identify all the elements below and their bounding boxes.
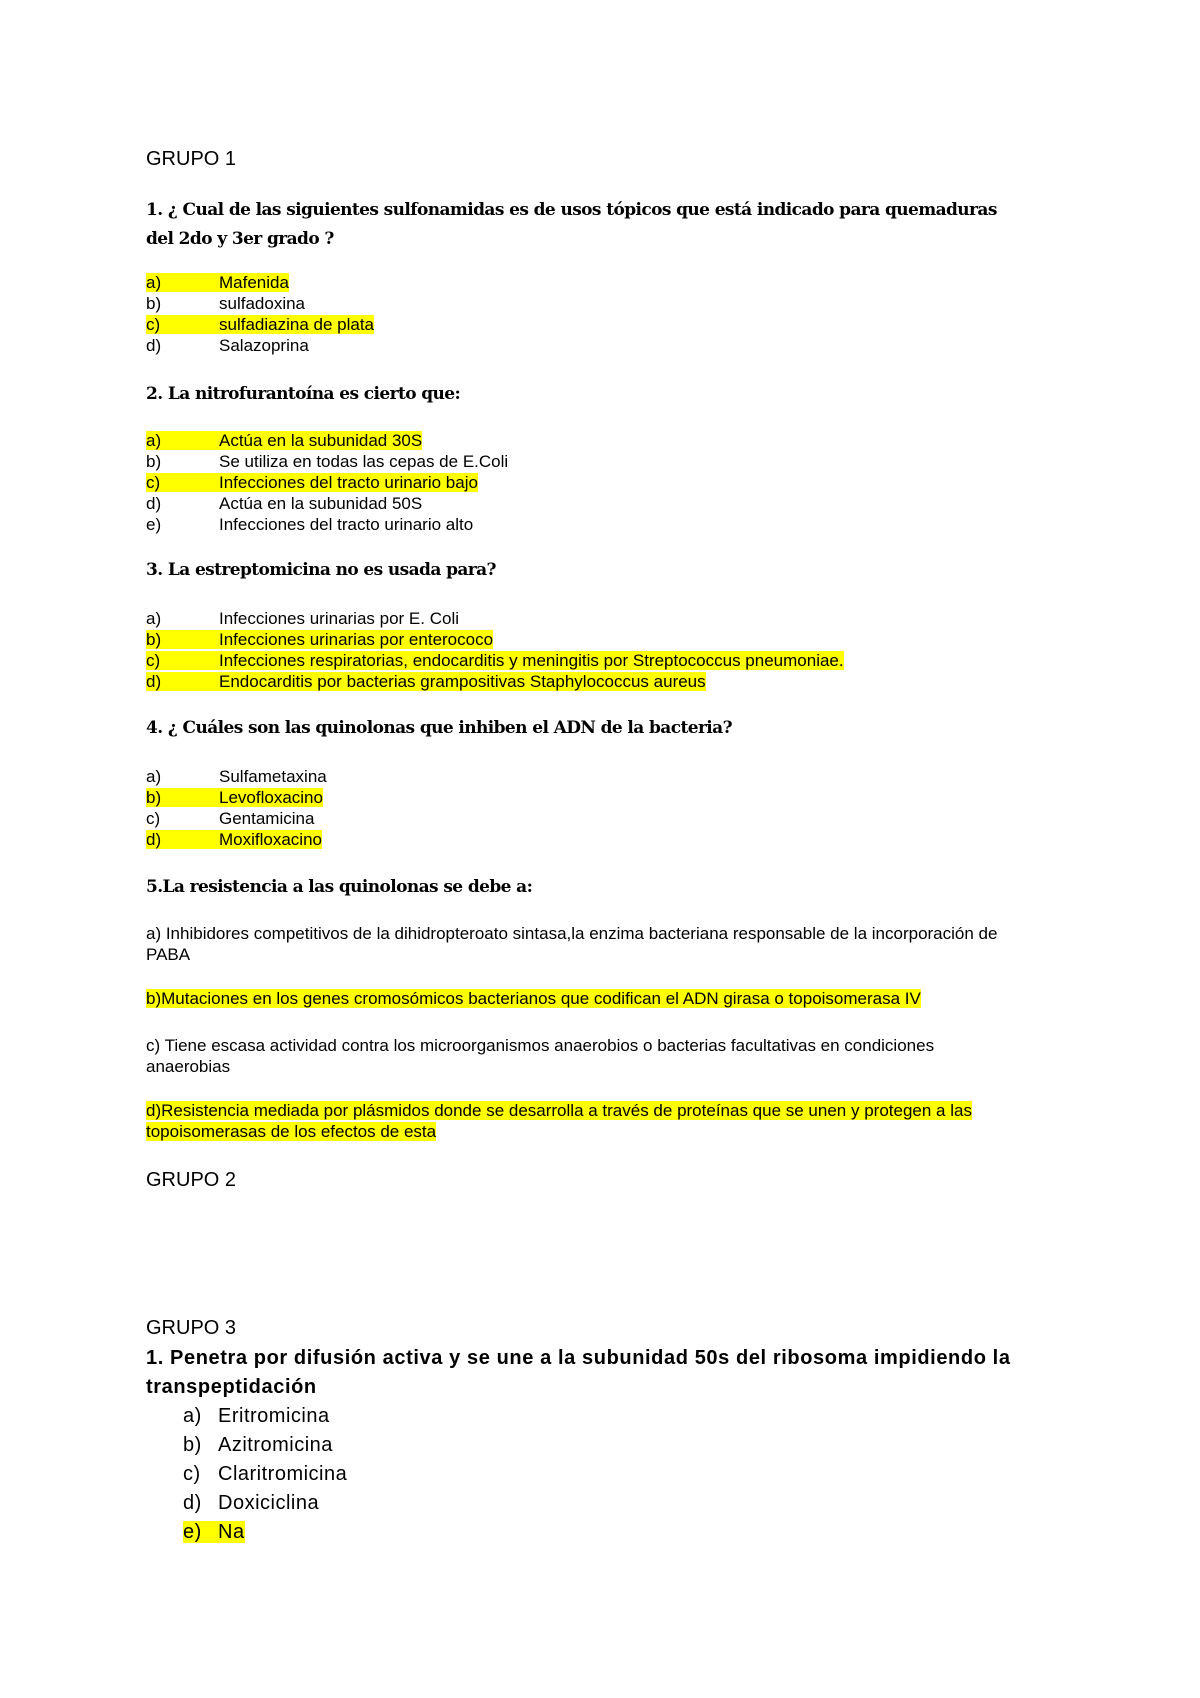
g1-q1-line1: 1. ¿ Cual de las siguientes sulfonamidas es de usos tópicos que está indicado para quemaduras	[146, 200, 997, 220]
g1-q5-answer-d	[146, 1100, 972, 1142]
g3-q1-line2: transpeptidación	[146, 1376, 317, 1398]
g1-q5-answer-c-line1: c) Tiene escasa actividad contra los microorganismos anaerobios o bacterias facultativas en condiciones	[146, 1036, 935, 1055]
g1-q4-option-c: c) Gentamicina	[146, 809, 315, 828]
group-1-title: GRUPO 1	[146, 148, 237, 170]
g1-q2-option-d: d) Actúa en la subunidad 50S	[146, 494, 423, 513]
g1-q2-option-a: a) Actúa en la subunidad 30S	[146, 431, 423, 450]
g3-q1-line1: 1. Penetra por difusión activa y se une a la subunidad 50s del ribosoma impidiendo la	[146, 1347, 1011, 1369]
g1-q5-answer-a-line2: PABA	[146, 945, 191, 964]
g1-q5-answer-c-line2: anaerobias	[146, 1057, 231, 1076]
g1-q5-answer-c	[146, 1035, 934, 1077]
g3-q1-option-c: c) Claritromicina	[183, 1463, 348, 1485]
group-2-title: GRUPO 2	[146, 1169, 237, 1191]
g1-q5-line1: 5.La resistencia a las quinolonas se debe a:	[146, 877, 533, 897]
g3-q1-option-a: a) Eritromicina	[183, 1405, 330, 1427]
g1-q3-option-c: c) Infecciones respiratorias, endocarditis y meningitis por Streptococcus pneumoniae.	[146, 651, 844, 670]
g1-q2-option-e: e) Infecciones del tracto urinario alto	[146, 515, 474, 534]
g1-q2-option-c: c) Infecciones del tracto urinario bajo	[146, 473, 478, 492]
g1-q4-line1: 4. ¿ Cuáles son las quinolonas que inhiben el ADN de la bacteria?	[146, 718, 732, 738]
g1-q5-answer-d-line2: topoisomerasas de los efectos de esta	[146, 1122, 437, 1141]
g1-q4-option-d: d) Moxifloxacino	[146, 830, 322, 849]
g1-q5-answer-a	[146, 923, 997, 965]
g1-q1-option-a: a) Mafenida	[146, 273, 289, 292]
g1-q2-line1: 2. La nitrofurantoína es cierto que:	[146, 384, 461, 404]
g1-q4-option-b: b) Levofloxacino	[146, 788, 323, 807]
group-3-title: GRUPO 3	[146, 1317, 237, 1339]
g1-q5-answer-b-line1: b)Mutaciones en los genes cromosómicos bacterianos que codifican el ADN girasa o topoisomerasa IV	[146, 989, 921, 1008]
g1-q3-option-a: a) Infecciones urinarias por E. Coli	[146, 609, 460, 628]
g1-q1-option-d: d) Salazoprina	[146, 336, 309, 355]
g1-q1-line2: del 2do y 3er grado ?	[146, 229, 334, 249]
g1-q5-answer-d-line1: d)Resistencia mediada por plásmidos donde se desarrolla a través de proteínas que se unen y protegen a las	[146, 1101, 972, 1120]
g3-q1-option-b: b) Azitromicina	[183, 1434, 333, 1456]
g1-q3-option-b: b) Infecciones urinarias por enterococo	[146, 630, 494, 649]
g1-q1-option-b: b) sulfadoxina	[146, 294, 306, 313]
g3-q1-option-d: d) Doxiciclina	[183, 1492, 320, 1514]
g1-q1-option-c: c) sulfadiazina de plata	[146, 315, 375, 334]
g1-q3-option-d: d) Endocarditis por bacterias grampositivas Staphylococcus aureus	[146, 672, 706, 691]
g1-q5-answer-b	[146, 988, 921, 1009]
g1-q3-line1: 3. La estreptomicina no es usada para?	[146, 560, 496, 580]
g1-q4-option-a: a) Sulfametaxina	[146, 767, 327, 786]
g1-q5-answer-a-line1: a) Inhibidores competitivos de la dihidropteroato sintasa,la enzima bacteriana responsable de la incorporación de	[146, 924, 998, 943]
g3-q1-option-e: e) Na	[183, 1521, 245, 1543]
g1-q2-option-b: b) Se utiliza en todas las cepas de E.Coli	[146, 452, 509, 471]
